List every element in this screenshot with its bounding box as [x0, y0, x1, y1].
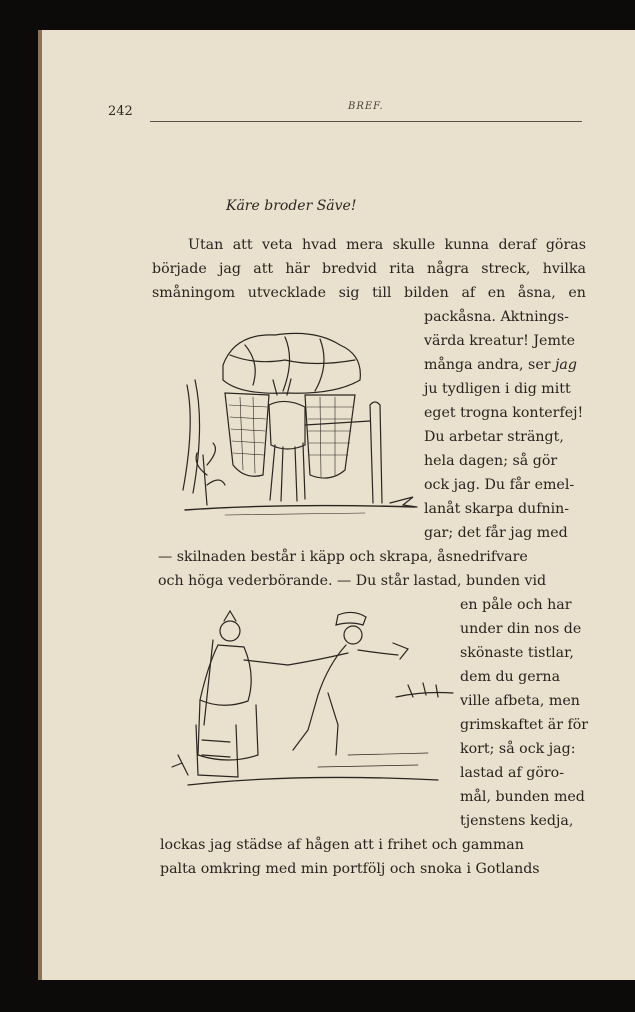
salutation: Käre broder Säve! — [226, 198, 357, 214]
page-number: 242 — [108, 104, 133, 119]
text-line: palta omkring med min portfölj och snoka i Gotlands — [160, 861, 540, 877]
text-line: tjenstens kedja, — [460, 813, 574, 829]
text-line: grimskaftet är för — [460, 717, 589, 733]
text-line: packåsna. Aktnings- — [424, 309, 569, 325]
text-line: eget trogna konterfej! — [424, 405, 584, 421]
text-line: ock jag. Du får emel- — [424, 477, 575, 493]
text-line: dem du gerna — [460, 669, 561, 685]
text-line: lockas jag städse af hågen att i frihet och gamman — [160, 837, 524, 853]
text-line: gar; det får jag med — [424, 525, 568, 541]
text-line: skönaste tistlar, — [460, 645, 574, 661]
pack-donkey-illustration — [165, 325, 420, 525]
text-line: Du arbetar strängt, — [424, 429, 564, 445]
text-line: — skilnaden består i käpp och skrapa, åsnedrifvare — [158, 549, 528, 565]
text-line: hela dagen; så gör — [424, 453, 558, 469]
text-line: mål, bunden med — [460, 789, 585, 805]
running-title: BREF. — [348, 101, 384, 112]
text-line: ville afbeta, men — [460, 693, 580, 709]
header-rule — [150, 121, 582, 122]
text-line: en påle och har — [460, 597, 572, 613]
text-line: började jag att här bredvid rita några streck, hvilka — [152, 261, 586, 277]
text-line: värda kreatur! Jemte — [424, 333, 576, 349]
text-line: lanåt skarpa dufnin- — [424, 501, 570, 517]
text-line: kort; så ock jag: — [460, 741, 576, 757]
text-line: ju tydligen i dig mitt — [424, 381, 571, 397]
text-line: lastad af göro- — [460, 765, 564, 781]
text-line: under din nos de — [460, 621, 582, 637]
text-line: många andra, ser jag — [424, 357, 577, 373]
text-line: Utan att veta hvad mera skulle kunna deraf göras — [188, 237, 586, 253]
text-line: småningom utvecklade sig till bilden af en åsna, en — [152, 285, 586, 301]
emphasis-word: jag — [555, 357, 577, 373]
text-line: och höga vederbörande. — Du står lastad, bunden vid — [158, 573, 547, 589]
two-figures-tug-illustration — [168, 605, 458, 800]
